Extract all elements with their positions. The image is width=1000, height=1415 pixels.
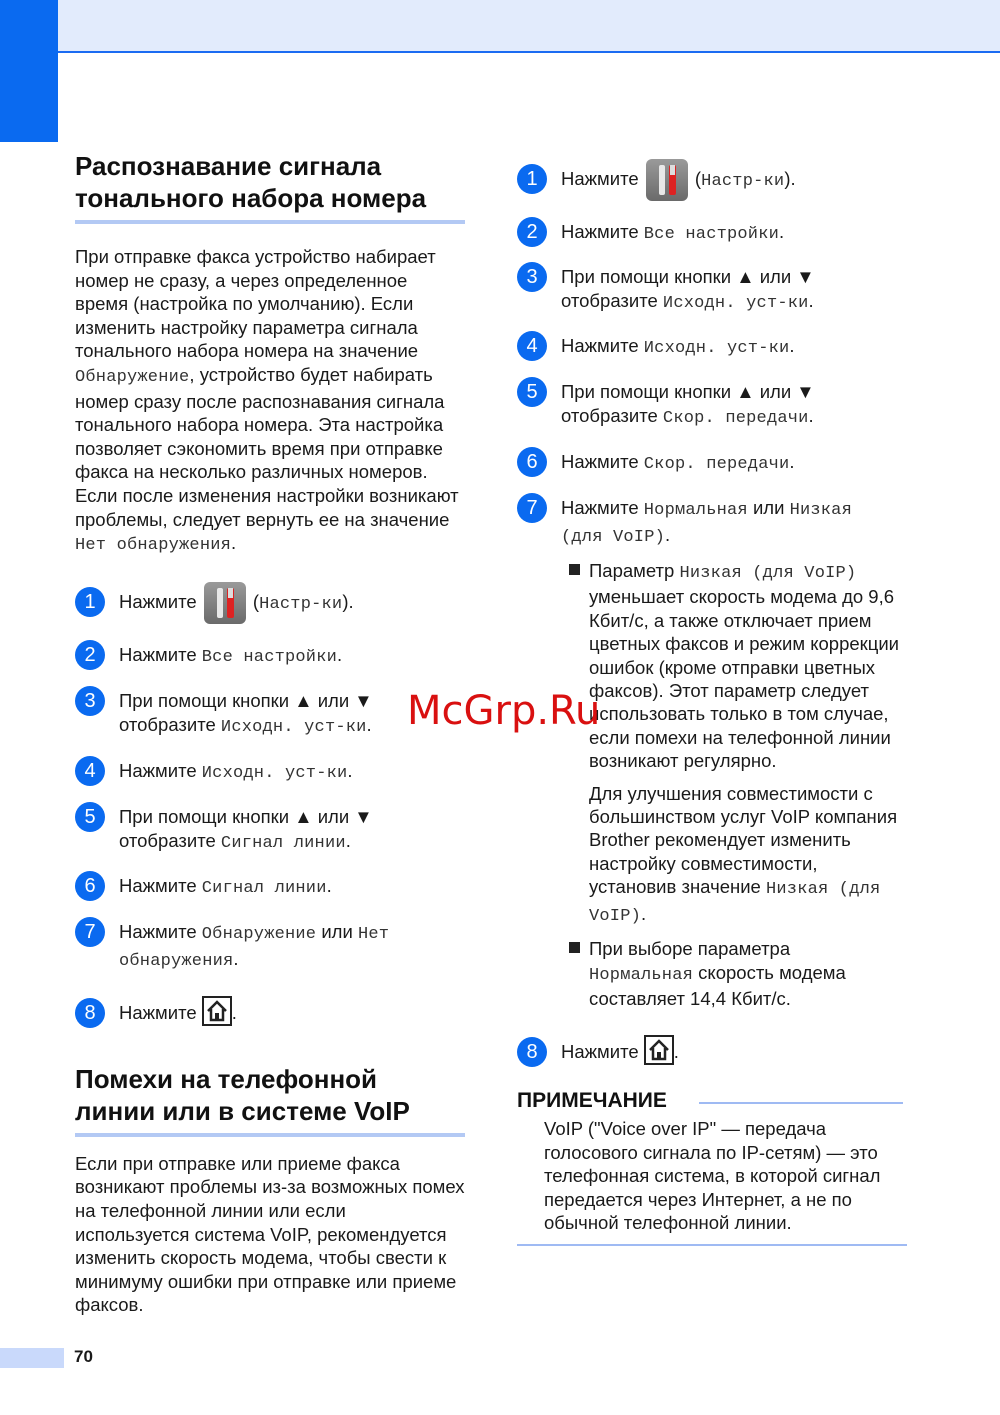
step-number: 1 <box>517 164 547 194</box>
compatibility-note: Для улучшения совместимости с большинством услуг VoIP компания Brother рекомендует изменить настройку совместимости, установив значение Низкая (для VoIP). <box>589 782 898 926</box>
right-step-8: 8 Нажмите . <box>517 1040 907 1065</box>
step-number: 6 <box>75 871 105 901</box>
step-number: 6 <box>517 447 547 477</box>
step-number: 7 <box>75 917 105 947</box>
step-number: 3 <box>75 686 105 716</box>
right-step-3: 3 При помощи кнопки ▲ или ▼ отобразите Исходн. уст-ки. <box>517 265 907 316</box>
step-1: 1 Нажмите (Настр-ки). <box>75 590 465 617</box>
step-number: 2 <box>75 640 105 670</box>
home-icon[interactable] <box>644 1035 674 1065</box>
note-text: VoIP ("Voice over IP" — передача голосового сигнала по IP-сетям) — это телефонная система, в которой сигнал передается через Интернет, а не по обычной телефонной линии. <box>544 1118 881 1234</box>
step-3: 3 При помощи кнопки ▲ или ▼ отобразите Исходн. уст-ки. <box>75 689 465 740</box>
watermark: McGrp.Ru <box>407 688 601 734</box>
step-number: 8 <box>517 1037 547 1067</box>
step-number: 5 <box>75 802 105 832</box>
footer-band <box>0 1348 64 1368</box>
step-2: 2 Нажмите Все настройки. <box>75 643 465 670</box>
header-band <box>0 0 1000 52</box>
note-rule <box>699 1102 903 1104</box>
right-step-4: 4 Нажмите Исходн. уст-ки. <box>517 334 907 361</box>
bullet-square <box>569 564 580 575</box>
section-title-voip: Помехи на телефонной линии или в системе VoIP <box>75 1063 465 1137</box>
step-number: 3 <box>517 262 547 292</box>
step-number: 1 <box>75 587 105 617</box>
step-7: 7 Нажмите Обнаружение или Нет обнаружения. <box>75 920 465 974</box>
right-step-5: 5 При помощи кнопки ▲ или ▼ отобразите Скор. передачи. <box>517 380 907 431</box>
settings-tools-icon[interactable] <box>204 582 246 624</box>
step-number: 2 <box>517 217 547 247</box>
right-step-2: 2 Нажмите Все настройки. <box>517 220 907 247</box>
settings-tools-icon[interactable] <box>646 159 688 201</box>
right-step-7: 7 Нажмите Нормальная или Низкая (для VoIP). <box>517 496 907 550</box>
home-icon[interactable] <box>202 996 232 1026</box>
note-heading: ПРИМЕЧАНИЕ <box>517 1089 907 1113</box>
bullet-square <box>569 942 580 953</box>
chapter-tab <box>0 0 58 142</box>
section-title-dial-tone: Распознавание сигнала тонального набора номера <box>75 150 465 224</box>
bullet-low-voip: Параметр Низкая (для VoIP) уменьшает скорость модема до 9,6 Кбит/с, а также отключает прием цветных факсов и режим коррекции ошибок (кроме отправки цветных факсов). Этот параметр следует использовать только в том случае, если помехи на телефонной линии возникают регулярно. <box>517 559 907 773</box>
step-4: 4 Нажмите Исходн. уст-ки. <box>75 759 465 786</box>
step-number: 8 <box>75 998 105 1028</box>
step-6: 6 Нажмите Сигнал линии. <box>75 874 465 901</box>
header-rule <box>58 51 1000 53</box>
right-step-6: 6 Нажмите Скор. передачи. <box>517 450 907 477</box>
dial-tone-description: При отправке факса устройство набирает номер не сразу, а через определенное время (настройка по умолчанию). Если изменить настройку параметра сигнала тонального набора номера на значение Обнаружение, устройство будет набирать номер сразу после распознавания сигнала тонального набора номера. Эта настройка позволяет сэкономить время при отправке факса на несколько различных номеров. Если после изменения настройки возникают проблемы, следует вернуть ее на значение Нет обнаружения. <box>75 246 459 556</box>
step-5: 5 При помощи кнопки ▲ или ▼ отобразите Сигнал линии. <box>75 805 465 856</box>
step-number: 4 <box>75 756 105 786</box>
right-step-1: 1 Нажмите (Настр-ки). <box>517 167 907 194</box>
step-number: 7 <box>517 493 547 523</box>
note-bottom-rule <box>517 1244 907 1246</box>
step-number: 5 <box>517 377 547 407</box>
page-number: 70 <box>74 1347 93 1366</box>
step-8: 8 Нажмите . <box>75 1001 465 1026</box>
bullet-normal: При выборе параметра Нормальная скорость модема составляет 14,4 Кбит/с. <box>517 937 907 1010</box>
voip-description: Если при отправке или приеме факса возникают проблемы из-за возможных помех на телефонной линии или если используется система VoIP, рекомендуется изменить скорость модема, чтобы свести к минимуму ошибки при отправке или приеме факсов. <box>75 1152 465 1316</box>
step-number: 4 <box>517 331 547 361</box>
